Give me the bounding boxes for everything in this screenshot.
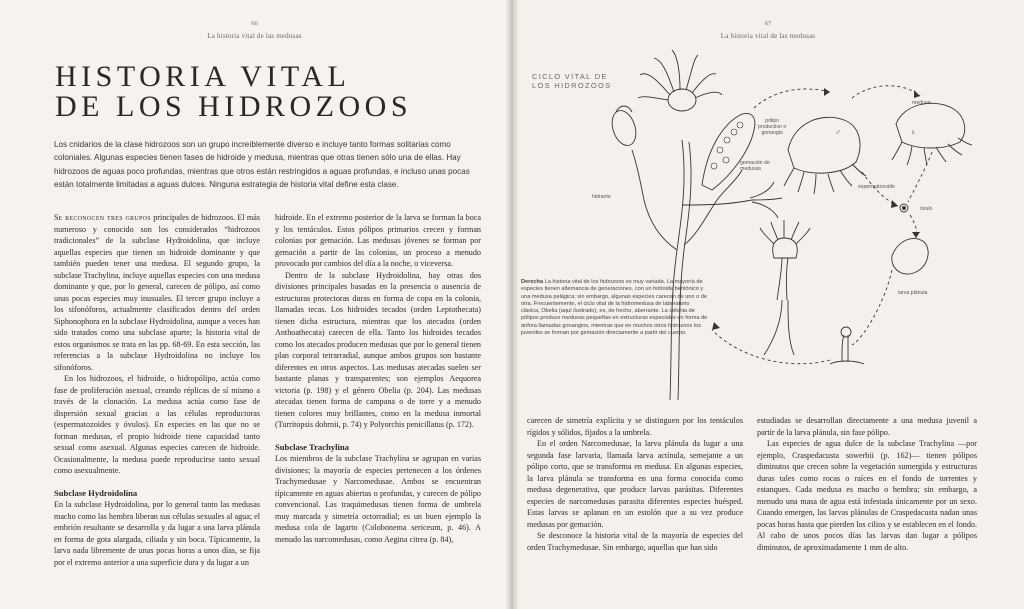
colony-main-stalk-inner [678, 142, 691, 400]
subheading-hydroidolina: Subclase Hydroidolina [54, 487, 138, 498]
cycle-arrow-female-to-egg [908, 152, 932, 202]
caption-lead: Derecha [521, 279, 544, 285]
arrowhead [912, 232, 920, 238]
diagram-title-line-1: CICLO VITAL DE [532, 72, 608, 81]
label-polipo-line-3: gonangio [761, 130, 783, 136]
gonangium-bud [711, 163, 717, 169]
drop-cap: S [54, 213, 59, 222]
young-polyp-hydranth [773, 238, 798, 258]
gonangium-bud [731, 129, 737, 135]
polyp-column [764, 300, 794, 355]
primary-polyp-head [841, 327, 851, 337]
life-cycle-illustration [512, 0, 1024, 410]
label-hidrante: hidrante [592, 194, 611, 200]
hydranth-top-body [668, 89, 696, 111]
running-head-right: La historia vital de las medusas [720, 32, 816, 40]
gonangium-bud [717, 147, 723, 153]
paragraph-6: Los miembros de la subclase Trachylina se agrupan en varias divisiones; la mayoría de especies pertenecen a los órdenes Trachymedusae y Narcomedusae. Ambos se encuentran típicamente en aguas abiertas o profundas, y carecen de pólipo convencional. Las traquimedusas tienen forma de umbrela muy marcada y simetría octorradial; es un buen ejemplo la medusa cola de lagarto (Colobonema sericeum, p. 46). A menudo las narcomedusas, como Aegina citrea (p. 84), [275, 454, 481, 544]
diagram-caption [521, 279, 709, 337]
planula-larva [892, 238, 928, 274]
page-number-right: 67 [764, 20, 772, 27]
page-number-left: 66 [251, 20, 258, 27]
young-polyp-tentacles [760, 220, 810, 244]
hydranth-right-tentacles [750, 182, 782, 218]
primary-polyp-stalk [842, 335, 848, 362]
young-polyp-stalk [777, 258, 788, 300]
left-page [0, 0, 509, 609]
cycle-arrow-polyp-to-colony [712, 330, 830, 364]
paragraph-2: En los hidrozoos, el hidroide, o hidropólipo, actúa como fase de proliferación asexual, creando réplicas de sí mismo a través de la clonación. La medusa actúa como fase de dispersión sexual gracias a las células reproductoras (espermatozoides y óvulos). En especies en las que no se forman medusas, el propio hidroide tiene capacidad tanto sexual como asexual. Algunas especies carecen de hidroide. Ocasionalmente, la medusa puede reproducirse tanto sexual como asexualmente. [54, 374, 260, 475]
text-column-4 [757, 415, 977, 553]
text-column-2 [275, 212, 481, 545]
paragraph-3: En la subclase Hydroidolina, por lo general tanto las medusas macho como las hembra liberan sus células sexuales al agua; el embrión resultante se desarrolla y da lugar a una larva plánula en forma de gota alargada, ciliada y sin boca. Típicamente, la larva nada libremente de unas pocas horas a unos días, se fija por el extremo anterior a una superficie dura y da lugar a un [54, 500, 260, 567]
colony-branch-left [632, 150, 677, 250]
label-gemacion-line-1: gemación de [740, 160, 770, 166]
colony-branch-right [684, 170, 742, 245]
gonangium-bud [723, 157, 729, 163]
cycle-arrow-gonangium-to-medusa [754, 89, 830, 108]
label-male-symbol: ♂ [835, 128, 841, 137]
diagram-title-line-2: LOS HIDROZOOS [532, 81, 612, 90]
lead-in-smallcaps: e reconocen tres grupos [58, 213, 151, 222]
paragraph-10: estudiadas se desarrollan directamente a una medusa juvenil a partir de la larva plánula, sin fase pólipo. [757, 416, 977, 437]
label-polipo-line-1: pólipo [765, 118, 780, 124]
label-medusa: medusa [912, 100, 931, 106]
hydranth-top-tentacles [638, 50, 722, 100]
gonangium-bud [737, 122, 743, 128]
page-title [55, 62, 412, 122]
diagram-title [532, 72, 611, 90]
text-column-1 [54, 212, 260, 568]
cycle-arrow-medusa-to-medusa [852, 86, 920, 98]
caption-text: La historia vital de los hidrozoos es muy variada. La mayoría de especies tienen alternancia de generaciones, con un hidroide bentónico y una medusa pelágica; sin embargo, algunas especies carecen de uno o de otra. Frecuentemente, el ciclo vital de la hidromedusa de laboratorio clásica, Obelia (aquí ilustrado), es, de hecho, aberrante. La colonia de pólipos produce medusas pequeñas en estructuras especiales en forma de ánfora llamadas gonangios, mientras que en muchos otros hidrozoos los juveniles se forman por gemación directamente a partir del cuerpo. [521, 279, 708, 337]
substrate-line [830, 361, 864, 364]
label-ovulo: óvulo [920, 206, 933, 212]
hydrotheca-left [608, 107, 640, 148]
running-head-left: La historia vital de las medusas [207, 32, 302, 40]
title-line-2: DE LOS HIDROZOOS [55, 90, 412, 123]
medusa-male-bell [788, 117, 860, 173]
paragraph-11: Las especies de agua dulce de la subclase Trachylina —por ejemplo, Craspedacusta sowerbii (p. 162)— tienen pólipos diminutos que crecen sobre la vegetación sumergida y estructuras duras tales como rocas o raíces en el fondo de torrentes y estanques. Cada medusa es macho o hembra; sin embargo, a menudo una masa de agua está infestada únicamente por un sexo. Cuando emergen, las larvas plánulas de Craspedacusta nadan unas pocas horas hasta que pierden los cilios y se establecen en el fondo. Al cabo de unos pocos días las larvas dan lugar a pólipos diminutos, de aproximadamente 1 mm de alto. [757, 439, 977, 552]
label-espermatozoide: espermatozoide [858, 184, 895, 190]
text-column-3 [527, 415, 743, 553]
gonangium-bud [724, 137, 730, 143]
paragraph-4: hidroide. En el extremo posterior de la larva se forman la boca y los tentáculos. Estos pólipos primarios crecen y forman colonias por gemación. Las medusas jóvenes se forman por gemación a partir de las colonias, un proceso a menudo provocado por cambios del día a la noche, o viceversa. [275, 213, 481, 268]
arrowhead [824, 88, 830, 96]
arrowhead [914, 90, 920, 98]
label-polipo [758, 118, 786, 136]
medusa-female-bell [896, 103, 965, 148]
subheading-trachylina: Subclase Trachylina [275, 441, 349, 452]
gonangium [702, 113, 755, 190]
label-larva-planula: larva plánula [898, 290, 928, 296]
paragraph-5: Dentro de la subclase Hydroidolina, hay otras dos divisiones principales basadas en la presencia o ausencia de estructuras protectoras duras en forma de copa en la colonia, llamadas tecas. Los hidroides tecados (orden Leptothecata) tienen dicha estructura, mientras que los atecados (orden Anthoathecata) carecen de ella. Tanto los hidroides tecados como los atecados producen medusas que por lo general tienen plan corporal tetrarradial, aunque ambos grupos son bastante diferentes en otros aspectos. Las medusas atecadas suelen ser bastante planas y transparentes; son ejemplos Aequorea victoria (p. 198) y el género Obelia (p. 204). Las medusas atecadas tienen forma de campana o de torre y a menudo tienen colores muy brillantes, como en la medusa inmortal (Turritopsis dohrnii, p. 74) y Polyorchis penicillatus (p. 172). [275, 270, 481, 429]
paragraph-9: Se desconoce la historia vital de la mayoría de especies del orden Trachymedusae. Sin embargo, aquellas que han sido [527, 531, 743, 552]
label-female-symbol: ♀ [910, 128, 916, 137]
arrowhead [712, 322, 720, 330]
paragraph-1 [54, 212, 260, 373]
title-line-1: HISTORIA VITAL [55, 60, 351, 93]
arrowhead [891, 200, 898, 208]
label-gemacion [740, 160, 770, 172]
label-polipo-line-2: productivo o [758, 124, 787, 130]
label-gemacion-line-2: medusas [740, 166, 762, 172]
paragraph-1-text: principales de hidrozoos. El más numeroso y conocido son los considerados “hidrozoos tradicionales” de la subclase Hydroidolina, que incluye aquellas especies que tienen un hidroide dominante y que también pueden tener una medusa. El segundo grupo, la subclase Trachylina, incluye aquellas especies con una medusa dominante y que, por lo general, carecen de pólipo, así como unas pocas especies muy inusuales. El tercer grupo incluye a los sifonóforos, actualmente clasificados dentro del orden Siphonophora en la subclase Hydroidolina, aunque a veces han sido tratados como una subclase aparte; la historia vital de estos organismos se trata en las pp. 68-69. En esta sección, las referencias a la subclase Hydroidolina no incluye los sifonóforos. [54, 213, 261, 372]
ovulo-nucleus [903, 207, 906, 210]
intro-paragraph: Los cnidarios de la clase hidrozoos son un grupo increíblemente diverso e incluye tanto formas solitarias como coloniales. Algunas especies tienen fases de hidroide y medusa, mientras que otras tienen sólo una de ellas. Hay hidrozoos de aguas poco profundas, mientras que otros están restringidos a aguas profundas, e incluso unas pocas están totalmente limitadas a aguas dulces. Ninguna estrategia de historia vital define esta clase. [54, 140, 470, 190]
paragraph-7: carecen de simetría explícita y se distinguen por los tentáculos rígidos y sólidos, fijados a la umbrela. [527, 416, 743, 437]
cycle-arrow-larva-to-polyp [852, 270, 892, 345]
paragraph-8: En el orden Narcomedusae, la larva plánula da lugar a una segunda fase larvaria, llamada larva actínula, semejante a un pólipo corto, que se transforma en medusa. En algunas especies, la larva plánula se transforma en una forma conocida como medusa degenerativa, que produce larvas parásitas. Diferentes especies de narcomedusas parasita diferentes especies huésped. Estas larvas se aplanan en un estolón que a su vez produce medusas por gemación. [527, 439, 743, 529]
